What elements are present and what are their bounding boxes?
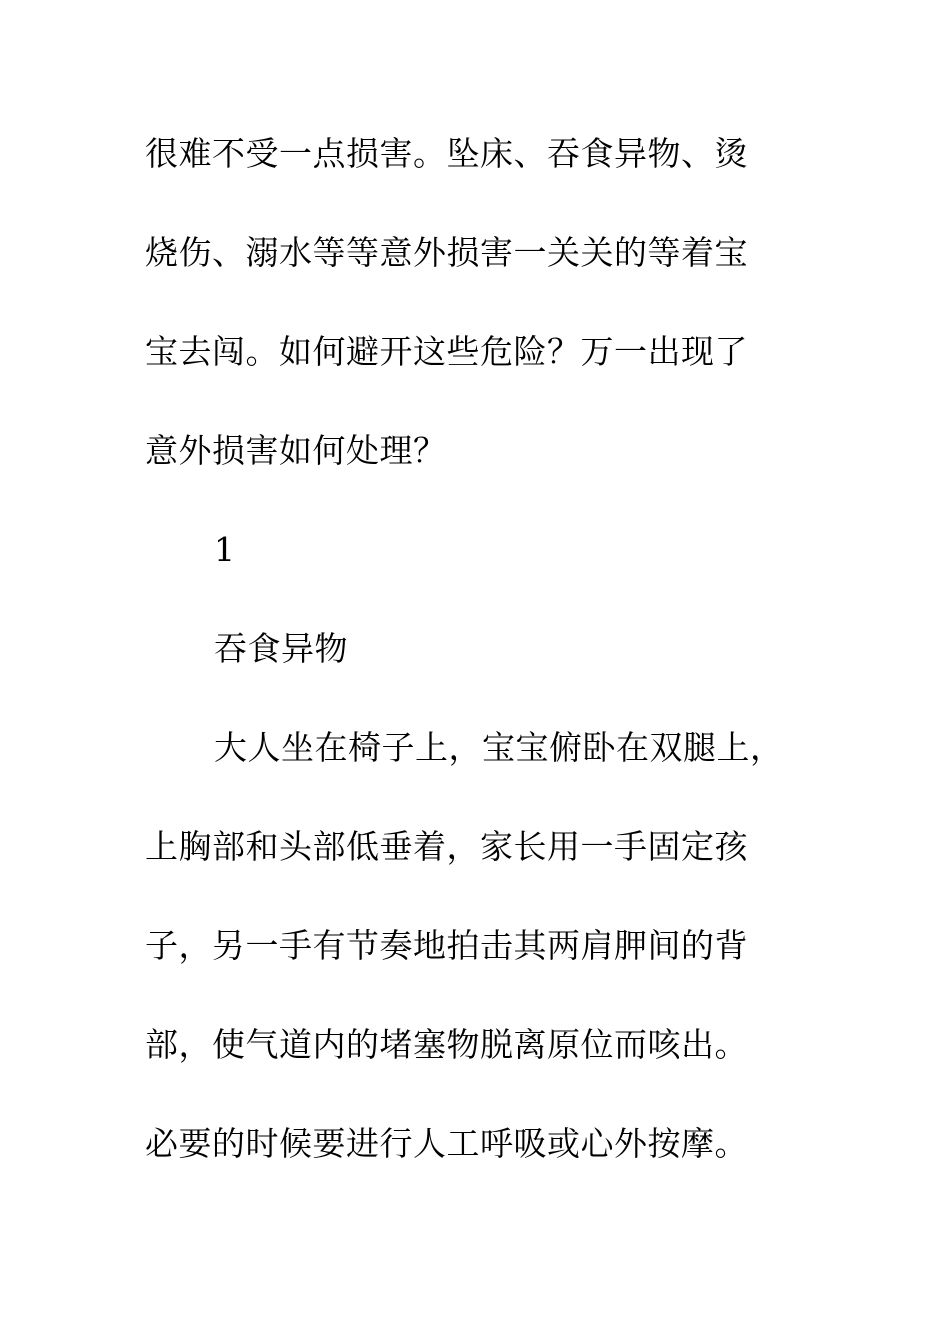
body-line-5: 必要的时候要进行人工呼吸或心外按摩。 (145, 1124, 748, 1163)
body-line-1: 大人坐在椅子上，宝宝俯卧在双腿上， (214, 728, 784, 767)
body-line-2: 上胸部和头部低垂着，家长用一手固定孩 (145, 827, 748, 866)
body-line-3: 子，另一手有节奏地拍击其两肩胛间的背 (145, 926, 748, 965)
intro-line-1: 很难不受一点损害。坠床、吞食异物、烫 (145, 134, 748, 173)
section-number: 1 (214, 530, 236, 569)
intro-line-2: 烧伤、溺水等等意外损害一关关的等着宝 (145, 233, 748, 272)
intro-line-3: 宝去闯。如何避开这些危险？万一出现了 (145, 332, 748, 371)
intro-line-4: 意外损害如何处理？ (145, 431, 447, 470)
section-title: 吞食异物 (214, 629, 348, 668)
body-line-4: 部，使气道内的堵塞物脱离原位而咳出。 (145, 1025, 748, 1064)
